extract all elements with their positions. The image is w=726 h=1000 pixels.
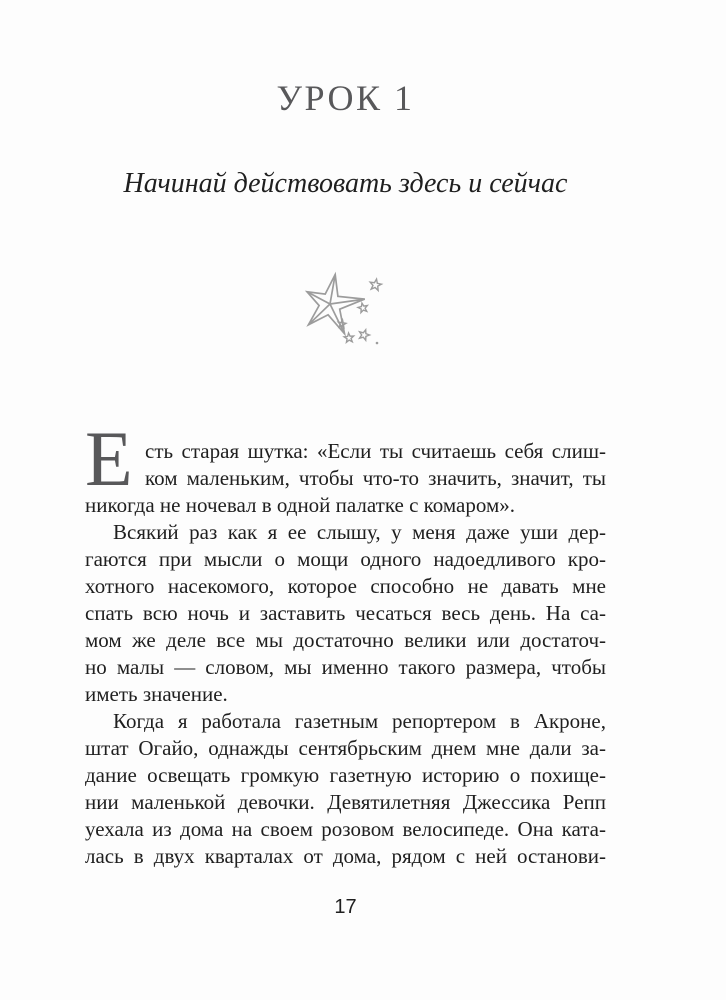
chapter-title: УРОК 1	[276, 78, 415, 118]
chapter-subtitle: Начинай действовать здесь и сейчас	[123, 168, 568, 199]
text-line: мом же деле все мы достаточно велики или достаточ-	[85, 628, 606, 652]
small-star	[369, 278, 382, 291]
small-star	[357, 302, 368, 313]
text-line: нии маленькой девочки. Девятилетняя Джессика Репп	[85, 790, 606, 814]
text-line: но малы — словом, мы именно такого размера, чтобы	[85, 655, 606, 679]
body-text	[85, 415, 606, 870]
stars-ornament	[85, 270, 606, 360]
sketched-stars-icon	[296, 270, 396, 360]
text-line: спать всю ночь и заставить чесаться весь день. На са-	[85, 601, 606, 625]
paragraph	[85, 519, 606, 708]
paragraph	[85, 708, 606, 870]
paragraph	[85, 415, 606, 519]
text-line: Когда я работала газетным репортером в Акроне,	[113, 709, 606, 733]
drop-cap: Е	[85, 415, 133, 502]
text-line: лась в двух кварталах от дома, рядом с ней останови-	[85, 844, 606, 868]
text-line: ком маленьким, чтобы что-то значить, значит, ты	[145, 466, 606, 490]
text-column	[85, 80, 606, 917]
text-line: штат Огайо, однажды сентябрьским днем мне дали за-	[85, 736, 606, 760]
text-line: уехала из дома на своем розовом велосипеде. Она ката-	[85, 817, 606, 841]
text-line: Всякий раз как я ее слышу, у меня даже уши дер-	[113, 520, 606, 544]
ink-dot	[375, 342, 378, 345]
page-number: 17	[334, 896, 357, 918]
text-line: гаются при мысли о мощи одного надоедливого кро-	[85, 547, 606, 571]
text-line: дание освещать громкую газетную историю о похище-	[85, 763, 606, 787]
big-star	[307, 275, 365, 334]
text-line: хотного насекомого, которое способно не давать мне	[85, 574, 606, 598]
text-line: никогда не ночевал в одной палатке с комаром».	[85, 493, 516, 517]
text-line: иметь значение.	[85, 682, 228, 706]
small-star	[357, 328, 370, 341]
text-line: сть старая шутка: «Если ты считаешь себя слиш-	[145, 439, 606, 463]
